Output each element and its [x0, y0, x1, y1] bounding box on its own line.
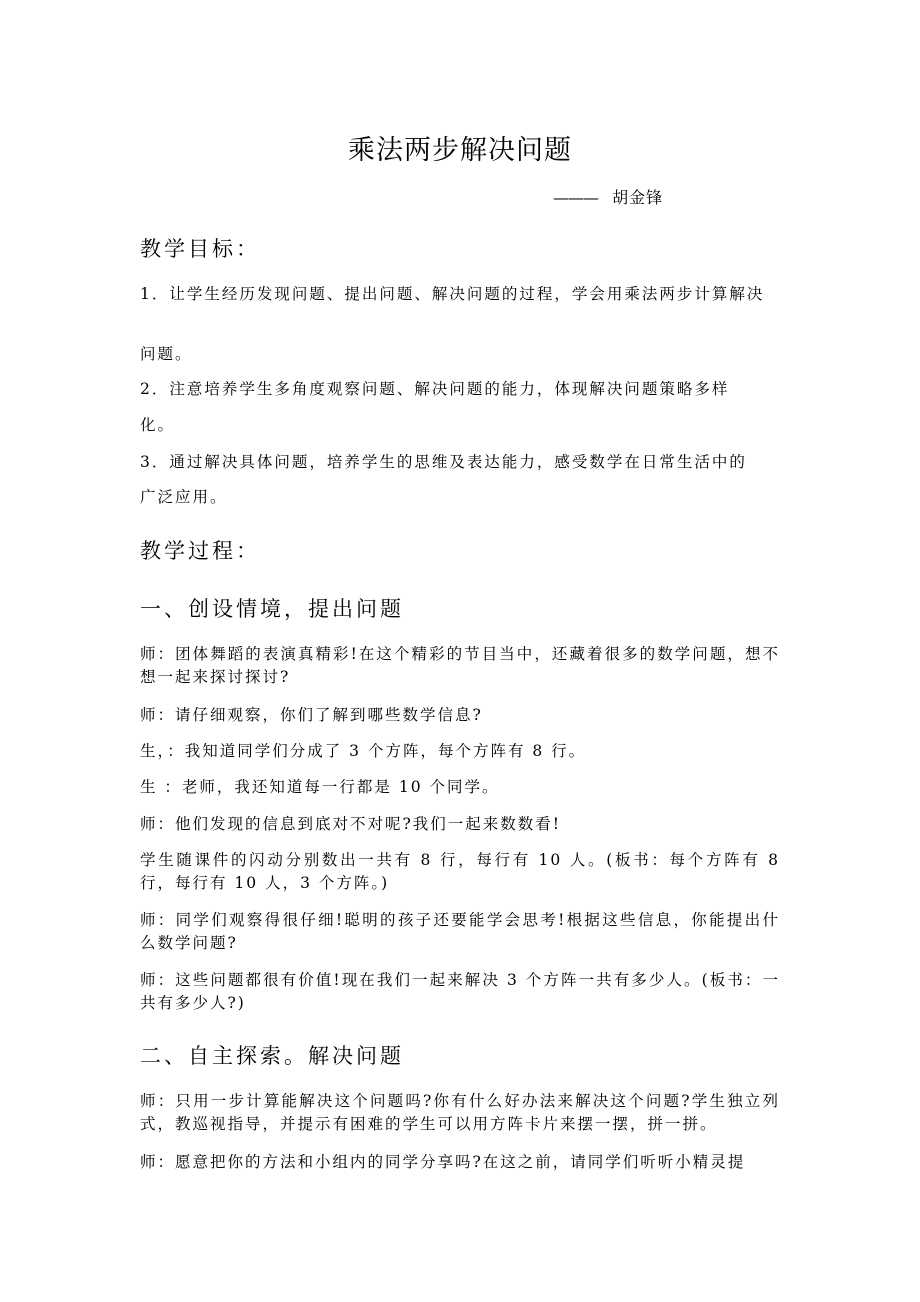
goal-line-2: 问题。	[140, 345, 193, 363]
section-heading-process: 教学过程：	[140, 539, 260, 563]
paragraph: 师：请仔细观察，你们了解到哪些数学信息?	[140, 706, 483, 724]
document-title: 乘法两步解决问题	[348, 135, 572, 166]
paragraph: 生，：我知道同学们分成了 3 个方阵，每个方阵有 8 行。	[140, 742, 587, 760]
goal-line-3: 2．注意培养学生多角度观察问题、解决问题的能力，体现解决问题策略多样	[140, 380, 730, 398]
paragraph: 师：愿意把你的方法和小组内的同学分享吗?在这之前，请同学们听听小精灵提	[140, 1153, 746, 1171]
paragraph: 师：只用一步计算能解决这个问题吗?你有什么好办法来解决这个问题?学生独立列式，教巡视指导，并提示有困难的学生可以用方阵卡片来摆一摆，拼一拼。	[140, 1092, 780, 1133]
goal-line-1: 1．让学生经历发现问题、提出问题、解决问题的过程，学会用乘法两步计算解决	[140, 285, 765, 303]
goal-line-6: 广泛应用。	[140, 488, 228, 506]
paragraph: 师：这些问题都很有价值!现在我们一起来解决 3 个方阵一共有多少人。(板书：一共有多少人?)	[140, 971, 780, 1012]
author-dash: ———	[553, 188, 598, 207]
section-heading-goals: 教学目标：	[140, 237, 260, 261]
goal-line-4: 化。	[140, 416, 176, 434]
goal-line-5: 3．通过解决具体问题，培养学生的思维及表达能力，感受数学在日常生活中的	[140, 453, 747, 471]
paragraph: 师：团体舞蹈的表演真精彩!在这个精彩的节目当中，还藏着很多的数学问题，想不想一起来探讨探讨?	[140, 645, 780, 686]
author-line	[553, 185, 663, 208]
part1-heading: 一、创设情境，提出问题	[140, 597, 404, 621]
author-name: 胡金锋	[612, 188, 664, 207]
paragraph: 师：同学们观察得很仔细!聪明的孩子还要能学会思考!根据这些信息，你能提出什么数学问题?	[140, 911, 780, 952]
paragraph: 师：他们发现的信息到底对不对呢?我们一起来数数看!	[140, 815, 562, 833]
paragraph: 学生随课件的闪动分别数出一共有 8 行，每行有 10 人。(板书：每个方阵有 8 行，每行有 10 人，3 个方阵。)	[140, 851, 780, 892]
part2-heading: 二、自主探索。解决问题	[140, 1044, 404, 1068]
paragraph: 生 ：老师，我还知道每一行都是 10 个同学。	[140, 778, 500, 796]
